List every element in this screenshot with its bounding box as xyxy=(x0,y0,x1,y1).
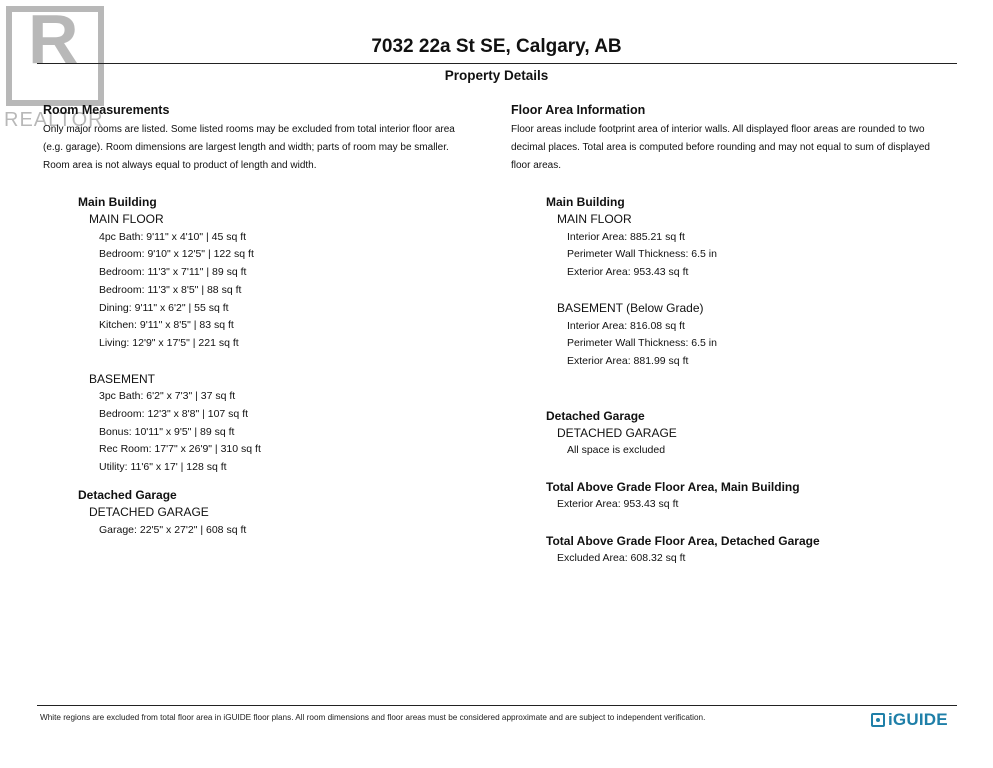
total-garage-value: Excluded Area: 608.32 sq ft xyxy=(557,551,686,564)
floor-area-section xyxy=(511,103,966,567)
level-label: BASEMENT xyxy=(89,371,156,386)
level-label: DETACHED GARAGE xyxy=(89,504,209,519)
room-item: Bedroom: 11'3" x 8'5" | 88 sq ft xyxy=(99,283,242,296)
realtor-wordmark: REALTOR xyxy=(4,109,104,131)
room-item: Bedroom: 12'3" x 8'8" | 107 sq ft xyxy=(99,408,249,421)
room-item: Garage: 22'5" x 27'2" | 608 sq ft xyxy=(99,523,247,536)
level-label: MAIN FLOOR xyxy=(557,212,632,226)
page-title: 7032 22a St SE, Calgary, AB xyxy=(371,36,622,57)
note-line: decimal places. Total area is computed before rounding and may not equal to sum of displayed xyxy=(511,142,930,153)
floor-area-note xyxy=(511,121,966,175)
room-item: Rec Room: 17'7" x 26'9" | 310 sq ft xyxy=(99,443,261,456)
footer-disclaimer: White regions are excluded from total floor area in iGUIDE floor plans. All room dimensions and floor areas must be considered approximate and are subject to independent verification. xyxy=(40,713,706,722)
area-item: Interior Area: 885.21 sq ft xyxy=(567,230,685,243)
building-title: Detached Garage xyxy=(546,408,645,423)
header-divider xyxy=(37,63,957,64)
building-title: Main Building xyxy=(78,195,157,209)
floor-area-heading: Floor Area Information xyxy=(511,103,646,117)
room-item: Dining: 9'11" x 6'2" | 55 sq ft xyxy=(99,301,229,314)
total-garage-title: Total Above Grade Floor Area, Detached Garage xyxy=(546,533,820,548)
area-item: Exterior Area: 881.99 sq ft xyxy=(567,354,689,367)
room-item: Bonus: 10'11" x 9'5" | 89 sq ft xyxy=(99,425,235,438)
area-item: Perimeter Wall Thickness: 6.5 in xyxy=(567,248,717,261)
room-item: Bedroom: 9'10" x 12'5" | 122 sq ft xyxy=(99,248,254,261)
room-item: Kitchen: 9'11" x 8'5" | 83 sq ft xyxy=(99,319,234,332)
iguide-icon xyxy=(871,713,885,727)
area-item: Interior Area: 816.08 sq ft xyxy=(567,319,685,332)
room-item: Utility: 11'6" x 17' | 128 sq ft xyxy=(99,461,227,474)
building-title: Main Building xyxy=(546,195,625,209)
total-main-value: Exterior Area: 953.43 sq ft xyxy=(557,498,679,511)
iguide-wordmark: iGUIDE xyxy=(888,710,948,729)
iguide-logo xyxy=(871,709,948,731)
note-line: (e.g. garage). Room dimensions are largest length and width; parts of room may be smaller. xyxy=(43,142,449,153)
level-label: DETACHED GARAGE xyxy=(557,425,677,440)
note-line: Room area is not always equal to product of length and width. xyxy=(43,160,317,171)
room-item: Bedroom: 11'3" x 7'11" | 89 sq ft xyxy=(99,266,247,279)
room-item: Living: 12'9" x 17'5" | 221 sq ft xyxy=(99,336,239,349)
level-label: MAIN FLOOR xyxy=(89,212,164,226)
page-subtitle: Property Details xyxy=(444,68,549,83)
realtor-logo-letter: R xyxy=(28,0,79,78)
note-line: Only major rooms are listed. Some listed rooms may be excluded from total interior floor area xyxy=(43,124,455,135)
level-label: BASEMENT (Below Grade) xyxy=(557,300,704,315)
room-measurements-heading: Room Measurements xyxy=(43,103,170,117)
room-measurements-section xyxy=(43,103,483,539)
note-line: Floor areas include footprint area of interior walls. All displayed floor areas are rounded to two xyxy=(511,124,925,135)
main-building-areas xyxy=(546,193,966,567)
footer-divider xyxy=(37,705,957,706)
area-item: All space is excluded xyxy=(567,444,666,457)
area-item: Exterior Area: 953.43 sq ft xyxy=(567,266,689,279)
room-item: 3pc Bath: 6'2" x 7'3" | 37 sq ft xyxy=(99,390,236,403)
main-building-rooms xyxy=(78,193,483,539)
room-measurements-note xyxy=(43,121,483,175)
building-title: Detached Garage xyxy=(78,487,177,502)
note-line: floor areas. xyxy=(511,160,562,171)
total-main-title: Total Above Grade Floor Area, Main Building xyxy=(546,480,800,495)
room-item: 4pc Bath: 9'11" x 4'10" | 45 sq ft xyxy=(99,230,247,243)
area-item: Perimeter Wall Thickness: 6.5 in xyxy=(567,337,717,350)
